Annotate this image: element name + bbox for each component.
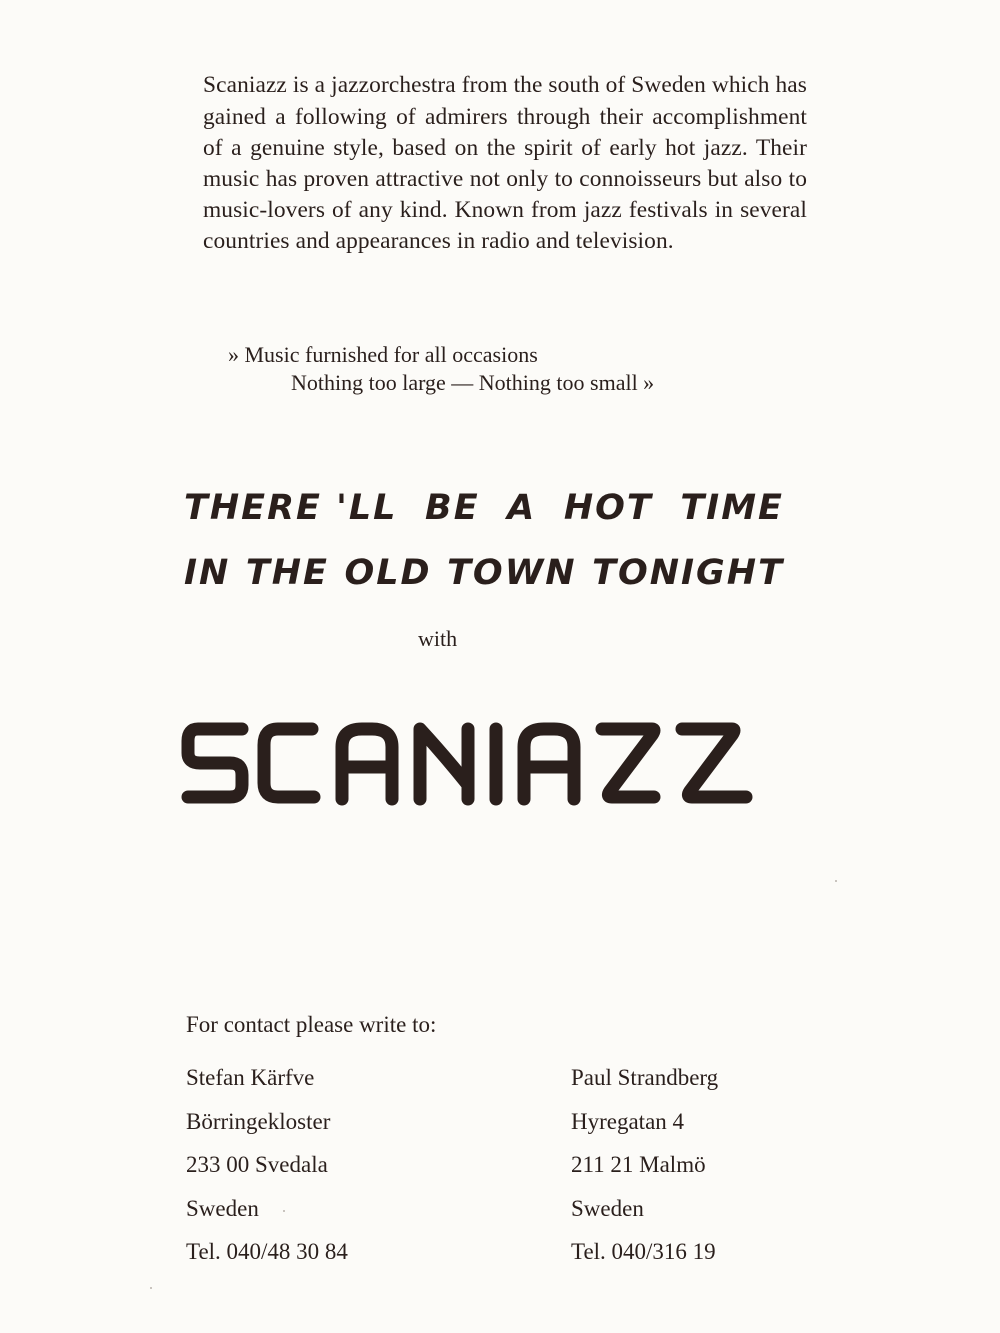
contact-city: 211 21 Malmö <box>571 1152 706 1177</box>
scaniazz-logo <box>180 715 760 810</box>
headline-word: THERE 'LL <box>184 488 398 528</box>
paper-speck <box>283 1210 285 1212</box>
contact-phone: Tel. 040/316 19 <box>571 1239 716 1264</box>
paper-speck <box>150 1287 152 1289</box>
logo-letter-a-2 <box>524 729 574 799</box>
contact-name: Stefan Kärfve <box>186 1065 315 1090</box>
motto-line-1: » Music furnished for all occasions <box>228 342 538 367</box>
headline-word: OLD <box>344 553 432 593</box>
motto-line-2: Nothing too large — Nothing too small » <box>291 370 655 395</box>
contact-name: Paul Strandberg <box>571 1065 719 1090</box>
contact-street: Börringekloster <box>186 1108 331 1134</box>
headline-word: IN <box>184 553 231 593</box>
logo-letter-a <box>342 729 392 799</box>
headline-word: TOWN <box>447 553 577 593</box>
logo-letter-s <box>188 729 242 797</box>
contact-city: 233 00 Svedala <box>186 1152 328 1177</box>
contact-heading: For contact please write to: <box>186 1012 437 1037</box>
paper-speck <box>835 880 837 882</box>
contact-phone: Tel. 040/48 30 84 <box>186 1239 348 1264</box>
intro-paragraph: Scaniazz is a jazzorchestra from the south of Sweden which has gained a following of admirers through their accomplishment of a genuine style, based on the spirit of early hot jazz. Their music has proven attractive not only to connoisseurs but also to music-lovers of any kind. Known from jazz festivals in several countries and appearances in radio and television. <box>203 72 807 255</box>
headline-word: BE <box>425 488 480 528</box>
address-block-left <box>186 1062 348 1280</box>
headline-word: TIME <box>680 488 784 528</box>
headline-word: TONIGHT <box>592 553 784 593</box>
logo-letter-c <box>264 729 314 797</box>
contact-street: Hyregatan 4 <box>571 1108 685 1134</box>
headline-line-2 <box>184 553 784 593</box>
address-block-right <box>571 1062 718 1280</box>
headline-word: A <box>507 488 537 528</box>
headline-word: THE <box>245 553 329 593</box>
contact-country: Sweden <box>186 1195 259 1221</box>
with-text: with <box>418 626 458 651</box>
logo-letter-n <box>420 729 468 799</box>
headline-line-1 <box>184 488 784 528</box>
contact-country: Sweden <box>571 1195 644 1221</box>
headline-word: HOT <box>563 488 653 528</box>
logo-letter-z <box>602 729 654 797</box>
logo-letter-z-2 <box>682 729 746 797</box>
